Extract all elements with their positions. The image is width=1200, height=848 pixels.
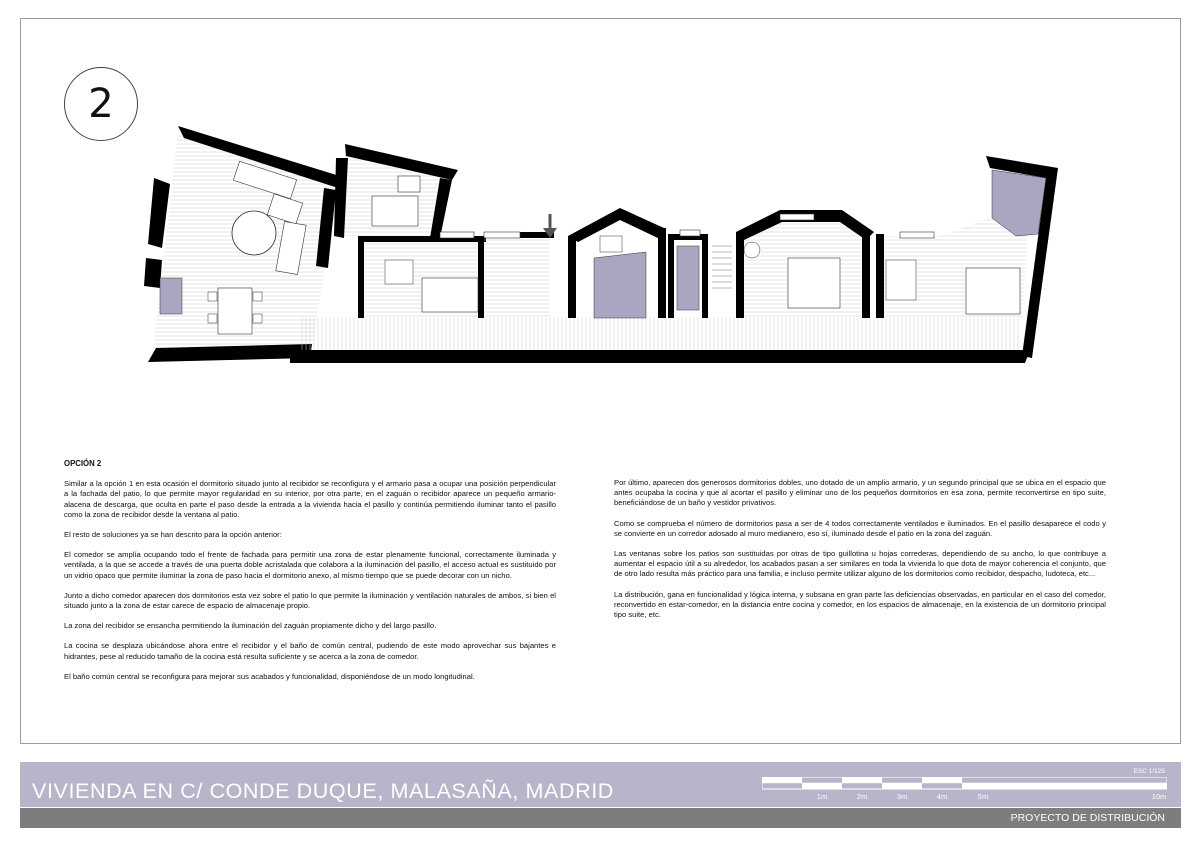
kitchen (568, 208, 666, 318)
corridor (290, 318, 1030, 363)
bedroom-2 (358, 236, 486, 318)
bedroom-1 (334, 144, 458, 238)
paragraph: El comedor se amplía ocupando todo el frente de fachada para permitir una zona de estar plenamente funcional, correctamente iluminada y ventilada, a la que se accede a través de una puerta doble acristalada que colabora a la iluminación del pasillo, el acceso actual es sustituido por un vidrio opaco que permite iluminar la zona de paso hacia el dormitorio anexo, al mismo tiempo que se puede decorar con un nicho. (64, 550, 556, 580)
footer-band (20, 808, 1181, 828)
central-bathroom (668, 234, 708, 318)
left-text-column (64, 459, 556, 692)
option-number: 2 (88, 81, 114, 127)
paragraph: El resto de soluciones ya se han descrito para la opción anterior: (64, 530, 282, 540)
scale-tick-label: 5m (977, 792, 989, 801)
bedroom-3 (736, 210, 874, 318)
title-band (20, 762, 1181, 807)
project-type: PROYECTO DE DISTRIBUCIÓN (1010, 812, 1165, 824)
paragraph: Las ventanas sobre los patios son sustituidas por otras de tipo guillotina u hojas correderas, dependiendo de su ancho, lo que contribuye a aumentar el espacio útil a su alrededor, los acabados pasan a ser similares en toda la vivienda lo que dota de mayor coherencia el conjunto, que de otro lado resulta más práctico para una familia, e incluso permite utilizar alguno de los dormitorios como recibidor, despacho, ludoteca, etc... (614, 549, 1106, 579)
scale-label: ESC 1/125 (1133, 768, 1165, 775)
paragraph: La distribución, gana en funcionalidad y lógica interna, y subsana en gran parte las deficiencias observadas, en particular en el caso del comedor, reconvertido en estar-comedor, en la distancia entre cocina y comedor, en los espacios de almacenaje, en la existencia de un dormitorio principal tipo suite, etc. (614, 589, 1106, 620)
scale-tick-label: 10m (1151, 792, 1167, 801)
paragraph: Como se comprueba el número de dormitorios pasa a ser de 4 todos correctamente ventilados e iluminados. En el pasillo desaparece el codo y se convierte en un corredor adosado al muro medianero, eso sí, iluminado desde el patio en la zona del zaguán. (614, 518, 1106, 538)
stair-storage (710, 236, 734, 318)
paragraph: Por último, aparecen dos generosos dormitorios dobles, uno dotado de un amplio armario, y un segundo principal que se ubica en el espacio que antes ocupaba la cocina y que al acortar el pasillo y eliminar uno de los pequeños dormitorios en esa zona, permite reconvertirse en tipo suite, beneficiándose de un baño y vestidor privativos. (614, 478, 1106, 508)
scale-bar (762, 777, 1167, 803)
paragraph: El baño común central se reconfigura para mejorar sus acabados y funcionalidad, disponiéndose de un modo longitudinal. (64, 671, 475, 681)
right-text-column (614, 478, 1106, 630)
floor-plan (140, 118, 1070, 378)
paragraph: La zona del recibidor se ensancha permitiendo la iluminación del zaguán propiamente dicho y del largo pasillo. (64, 621, 437, 631)
option-heading: OPCIÓN 2 (64, 459, 102, 468)
scale-tick-label: 2m (856, 792, 868, 801)
entrance-hall (484, 214, 557, 318)
project-title: VIVIENDA EN C/ CONDE DUQUE, MALASAÑA, MADRID (32, 779, 614, 803)
scale-tick-label: 1m (816, 792, 828, 801)
scale-tick-label: 3m (896, 792, 908, 801)
option-number-badge (64, 67, 138, 141)
paragraph: Similar a la opción 1 en esta ocasión el dormitorio situado junto al recibidor se reconfigura y el armario pasa a ocupar una posición perpendicular a la fachada del patio, lo que permite mayor regularidad en su interior, por otra parte, en el zaguán o recibidor aparece un pequeño armario-alacena de descarga, que oculta en parte el paso desde la entrada a la vivienda hacia el pasillo y continúa permitiendo iluminar tanto el pasillo como la zona de recibidor desde la ventana al patio. (64, 479, 556, 519)
paragraph: La cocina se desplaza ubicándose ahora entre el recibidor y el baño de común central, pudiendo de este modo aprovechar sus bajantes e hidrantes, pese al reducido tamaño de la cocina está resulta suficiente y se acerca a la zona de comedor. (64, 641, 556, 661)
paragraph: Junto a dicho comedor aparecen dos dormitorios esta vez sobre el patio lo que permite la iluminación y ventilación naturales de ambos, si bien el situado junto a la zona de estar carece de espacio de almacenaje propio. (64, 590, 556, 611)
scale-tick-label: 4m (936, 792, 948, 801)
